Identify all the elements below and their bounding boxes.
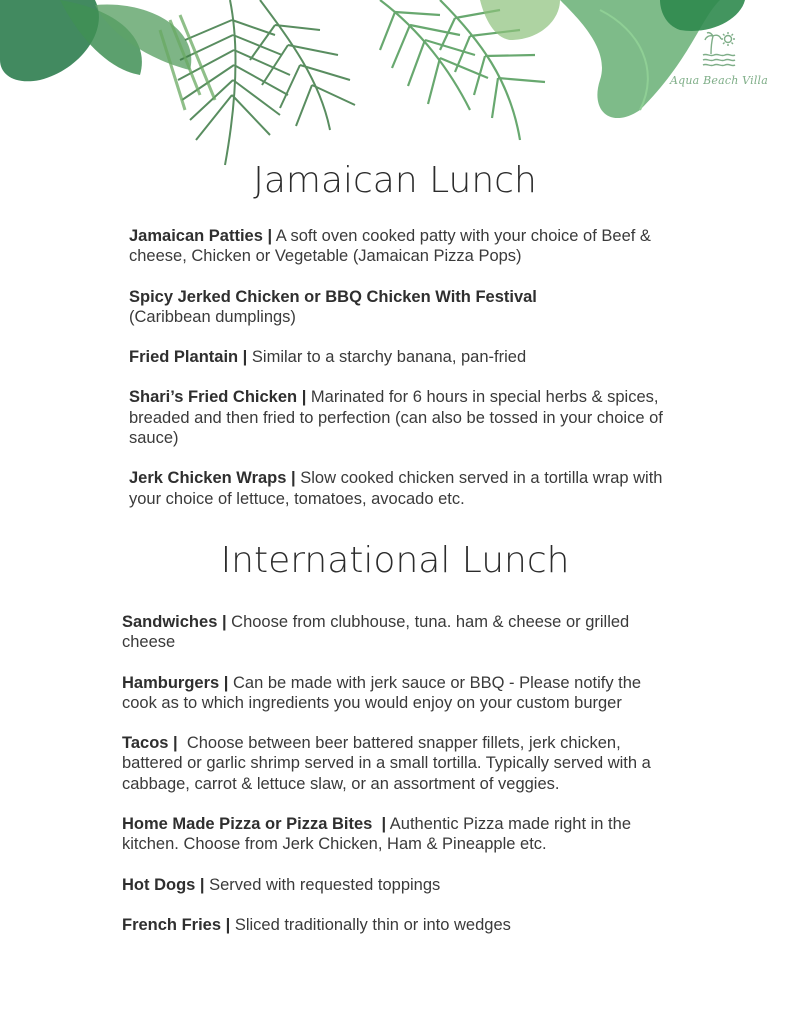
menu-item-description: Authentic Pizza made right in the kitchen. Choose from Jerk Chicken, Ham & Pineapple etc. [122,815,631,854]
menu-item-description: Served with requested toppings [204,875,441,894]
menu-item-description: Choose between beer battered snapper fillets, jerk chicken, battered or garlic shrimp served in a small tortilla. Typically served with a cabbage, carrot & lettuce slaw, or an assortment of veggies. [122,734,656,793]
menu-list-international [122,612,672,935]
menu-item-name: Hamburgers | [122,673,229,692]
menu-item [129,468,669,509]
palm-sun-icon [699,30,739,70]
menu-item [129,387,669,448]
menu-item-description: Choose from clubhouse, tuna. ham & cheese or grilled cheese [122,613,630,652]
menu-item-name: Spicy Jerked Chicken or BBQ Chicken With Festival [129,287,537,306]
menu-item-description: Similar to a starchy banana, pan-fried [247,348,527,367]
menu-item-name: Jerk Chicken Wraps | [129,469,296,488]
logo-text: Aqua Beach Villa [669,74,769,87]
section-title-jamaican-lunch: Jamaican Lunch [253,160,537,201]
menu-item [122,612,672,653]
section-title-international-lunch: International Lunch [220,540,570,581]
menu-item-description: A soft oven cooked patty with your choice of Beef & cheese, Chicken or Vegetable (Jamaican Pizza Pops) [129,227,651,266]
menu-item-name: Tacos | [122,734,178,753]
menu-item-description: (Caribbean dumplings) [129,307,296,326]
menu-item-description: Sliced traditionally thin or into wedges [230,915,511,934]
menu-item [122,875,672,895]
menu-item-description: Slow cooked chicken served in a tortilla wrap with your choice of lettuce, tomatoes, avocado etc. [129,469,663,508]
menu-item-description: Marinated for 6 hours in special herbs & spices, breaded and then fried to perfection (can also be tossed in your choice of sauce) [129,388,663,448]
menu-item-description: Can be made with jerk sauce or BBQ - Please notify the cook as to which ingredients you would enjoy on your custom burger [122,673,642,712]
menu-item [122,673,672,714]
menu-list-jamaican [129,226,669,509]
menu-item [129,347,669,367]
menu-item-name: Sandwiches | [122,613,227,631]
menu-item-name: Home Made Pizza or Pizza Bites | [122,815,387,834]
menu-item-name: Hot Dogs | [122,875,205,894]
menu-item-name: Fried Plantain | [129,348,248,367]
menu-item [122,733,672,794]
menu-item-name: Shari’s Fried Chicken | [129,388,307,407]
menu-item [122,814,672,855]
menu-item [129,226,669,267]
menu-item-name: French Fries | [122,915,231,934]
palm-frond-center [178,0,355,165]
menu-item [129,287,669,328]
menu-item [122,915,672,935]
menu-item-name: Jamaican Patties | [129,227,273,245]
aqua-beach-villa-logo [664,30,774,100]
